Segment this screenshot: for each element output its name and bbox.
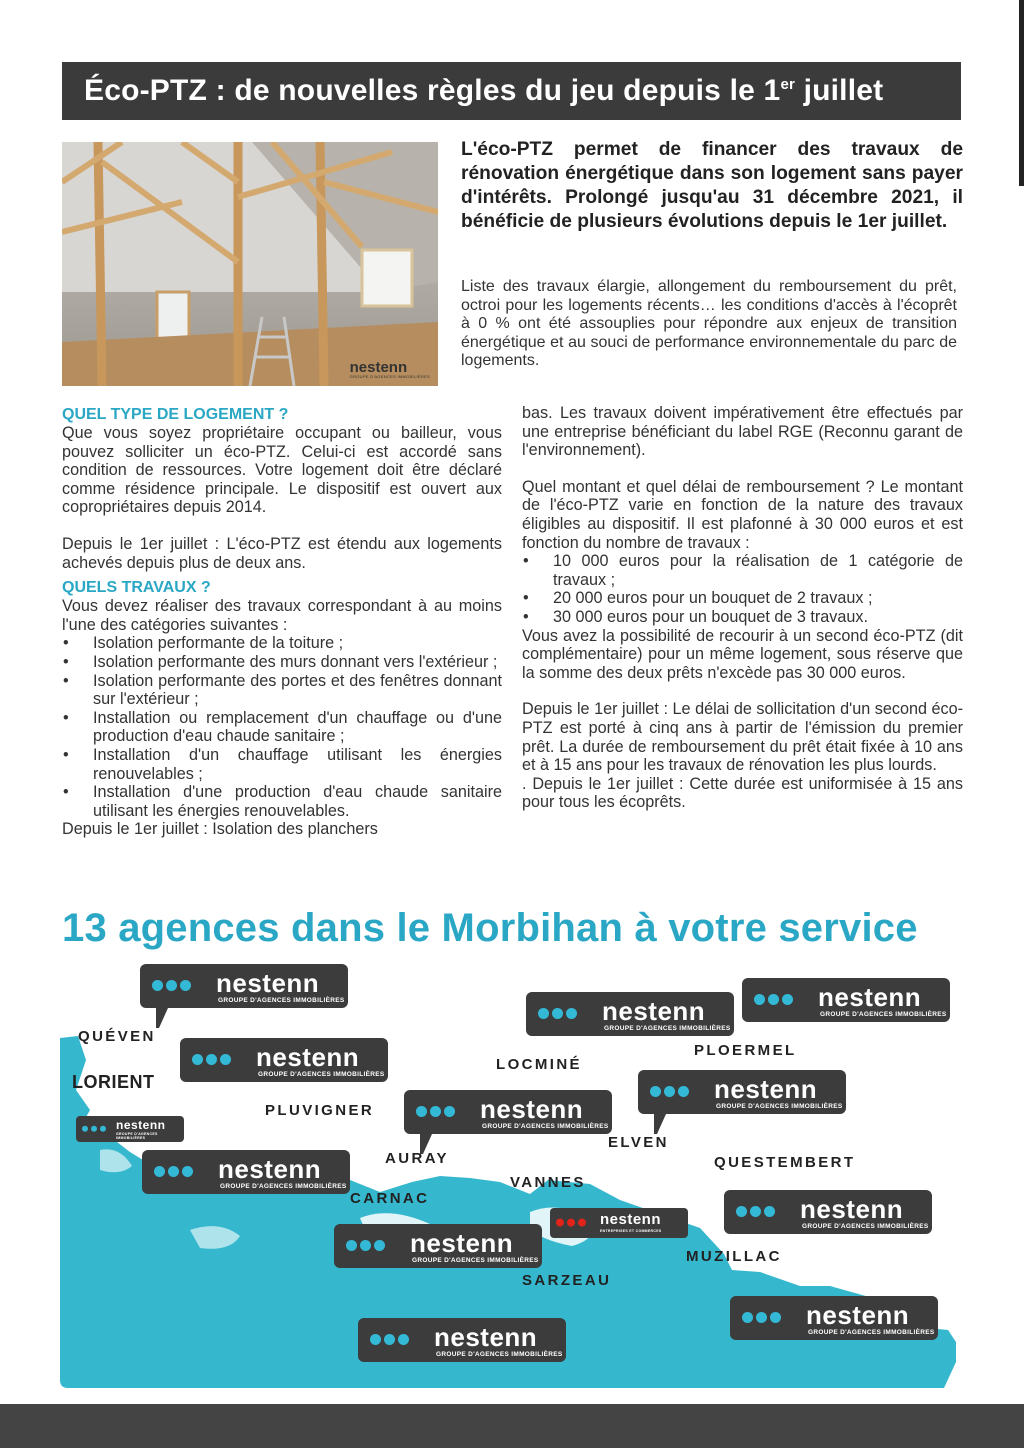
logo-dots-icon [192, 1054, 231, 1065]
right-column [522, 404, 963, 812]
city-label-lorient: LORIENT [72, 1072, 155, 1092]
agency-badge-locmine: nestenn GROUPE D'AGENCES IMMOBILIÈRES [526, 992, 734, 1036]
list-item: • 30 000 euros pour un bouquet de 3 travaux. [522, 608, 963, 627]
agency-badge-lorient: nestenn GROUPE D'AGENCES IMMOBILIÈRES [76, 1116, 184, 1142]
logo-dots-icon [742, 1312, 781, 1323]
agencies-map [60, 968, 968, 1388]
agencies-title: 13 agences dans le Morbihan à votre service [62, 906, 918, 950]
city-label-carnac: CARNAC [350, 1190, 430, 1207]
paragraph: Vous devez réaliser des travaux correspondant à au moins l'une des catégories suivantes : [62, 597, 502, 634]
logo-dots-icon [736, 1206, 775, 1217]
agency-badge-pluvigner: nestenn GROUPE D'AGENCES IMMOBILIÈRES [180, 1038, 388, 1082]
paragraph: Depuis le 1er juillet : L'éco-PTZ est étendu aux logements achevés depuis plus de deux ans. [62, 534, 502, 572]
city-label-muzillac: MUZILLAC [686, 1248, 782, 1265]
photo-watermark-logo: nestenn GROUPE D'AGENCES IMMOBILIÈRES [349, 359, 430, 379]
city-label-auray: AURAY [385, 1150, 449, 1167]
paragraph: Depuis le 1er juillet : Isolation des planchers [62, 820, 378, 839]
works-list [62, 634, 502, 820]
logo-dots-icon [754, 994, 793, 1005]
logo-dots-icon [346, 1240, 385, 1251]
city-label-locmine: LOCMINÉ [496, 1056, 582, 1073]
city-label-elven: ELVEN [608, 1134, 669, 1151]
agency-badge-auray: nestenn GROUPE D'AGENCES IMMOBILIÈRES [404, 1090, 612, 1134]
paragraph: Que vous soyez propriétaire occupant ou bailleur, vous pouvez solliciter un éco-PTZ. Celui-ci est accordé sans condition de ressources. Votre logement doit être déclaré comme résidence principale. Le dispositif est ouvert aux copropriétaires depuis 2014. [62, 424, 502, 517]
logo-dots-icon [370, 1334, 409, 1345]
logo-dots-icon [152, 980, 191, 991]
lead-paragraph: L'éco-PTZ permet de financer des travaux de rénovation énergétique dans son logement sans payer d'intérêts. Prolongé jusqu'au 31 décembre 2021, il bénéficie de plusieurs évolutions depuis le 1er juillet. [461, 139, 963, 232]
agency-badge-carnac-2: nestenn GROUPE D'AGENCES IMMOBILIÈRES [334, 1224, 542, 1268]
city-label-vannes: VANNES [510, 1174, 586, 1191]
city-label-queven: QUÉVEN [78, 1028, 156, 1045]
page-edge-mark [1019, 0, 1024, 186]
paragraph: Vous avez la possibilité de recourir à un second éco-PTZ (dit complémentaire) pour un même logement, sous réserve que la somme des deux prêts n'excède pas 30 000 euros. [522, 626, 963, 682]
page-title: Éco-PTZ : de nouvelles règles du jeu depuis le 1er juillet [84, 74, 884, 107]
city-label-pluvigner: PLUVIGNER [265, 1102, 375, 1119]
list-item: • Isolation performante des murs donnant vers l'extérieur ; [62, 653, 502, 672]
paragraph: . Depuis le 1er juillet : Cette durée est uniformisée à 15 ans pour tous les écoprêts. [522, 774, 963, 812]
logo-dots-icon [538, 1008, 577, 1019]
agency-badge-vannes-entreprises: nestenn ENTREPRISES ET COMMERCES [550, 1208, 688, 1238]
logo-dots-icon [650, 1086, 689, 1097]
city-label-questembert: QUESTEMBERT [714, 1154, 856, 1171]
logo-dots-icon [416, 1106, 455, 1117]
list-item: • Isolation performante de la toiture ; [62, 634, 502, 653]
logo-dots-icon [154, 1166, 193, 1177]
logo-dots-icon [82, 1126, 106, 1132]
list-item: • 20 000 euros pour un bouquet de 2 travaux ; [522, 589, 963, 608]
agency-badge-carnac: nestenn GROUPE D'AGENCES IMMOBILIÈRES [142, 1150, 350, 1194]
paragraph: bas. Les travaux doivent impérativement être effectués par une entreprise bénéficiant du label RGE (Reconnu garant de l'environnement). [522, 404, 963, 460]
intro-paragraph: Liste des travaux élargie, allongement du remboursement du prêt, octroi pour les logements récents… les conditions d'accès à l'écoprêt à 0 % ont été assouplies pour répondre aux enjeux de transition énergétique et au souci de performance environnementale du parc de logements. [461, 278, 957, 370]
heading-logement: QUEL TYPE DE LOGEMENT ? [62, 406, 289, 423]
list-item: • 10 000 euros pour la réalisation de 1 catégorie de travaux ; [522, 552, 963, 589]
title-banner [62, 62, 961, 120]
footer-bar [0, 1404, 1024, 1448]
paragraph: Depuis le 1er juillet : Le délai de sollicitation d'un second éco-PTZ est porté à cinq ans à partir de l'émission du premier prêt. La durée de remboursement du prêt était fixée à 10 ans et à 15 ans pour les travaux de rénovation les plus lourds. [522, 700, 963, 775]
paragraph: Quel montant et quel délai de remboursement ? Le montant de l'éco-PTZ varie en fonction de la nature des travaux éligibles au dispositif. Il est plafonné à 30 000 euros et est fonction du nombre de travaux : [522, 477, 963, 552]
agency-badge-queven: nestenn GROUPE D'AGENCES IMMOBILIÈRES [140, 964, 348, 1008]
city-label-ploermel: PLOERMEL [694, 1042, 797, 1059]
list-item: • Installation d'un chauffage utilisant les énergies renouvelables ; [62, 746, 502, 783]
logo-dots-icon [556, 1219, 586, 1227]
left-column [62, 405, 502, 839]
heading-travaux: QUELS TRAVAUX ? [62, 579, 211, 597]
amounts-list [522, 552, 963, 626]
list-item: • Installation d'une production d'eau chaude sanitaire utilisant les énergies renouvelables. [62, 783, 502, 820]
agency-badge-questembert: nestenn GROUPE D'AGENCES IMMOBILIÈRES [724, 1190, 932, 1234]
agency-badge-sarzeau: nestenn GROUPE D'AGENCES IMMOBILIÈRES [358, 1318, 566, 1362]
list-item: • Isolation performante des portes et des fenêtres donnant sur l'extérieur ; [62, 672, 502, 709]
list-item: • Installation ou remplacement d'un chauffage ou d'une production d'eau chaude sanitaire ; [62, 709, 502, 746]
agency-badge-ploermel: nestenn GROUPE D'AGENCES IMMOBILIÈRES [742, 978, 950, 1022]
city-label-sarzeau: SARZEAU [522, 1272, 612, 1289]
agency-badge-muzillac: nestenn GROUPE D'AGENCES IMMOBILIÈRES [730, 1296, 938, 1340]
attic-photo [62, 142, 438, 386]
agency-badge-elven: nestenn GROUPE D'AGENCES IMMOBILIÈRES [638, 1070, 846, 1114]
